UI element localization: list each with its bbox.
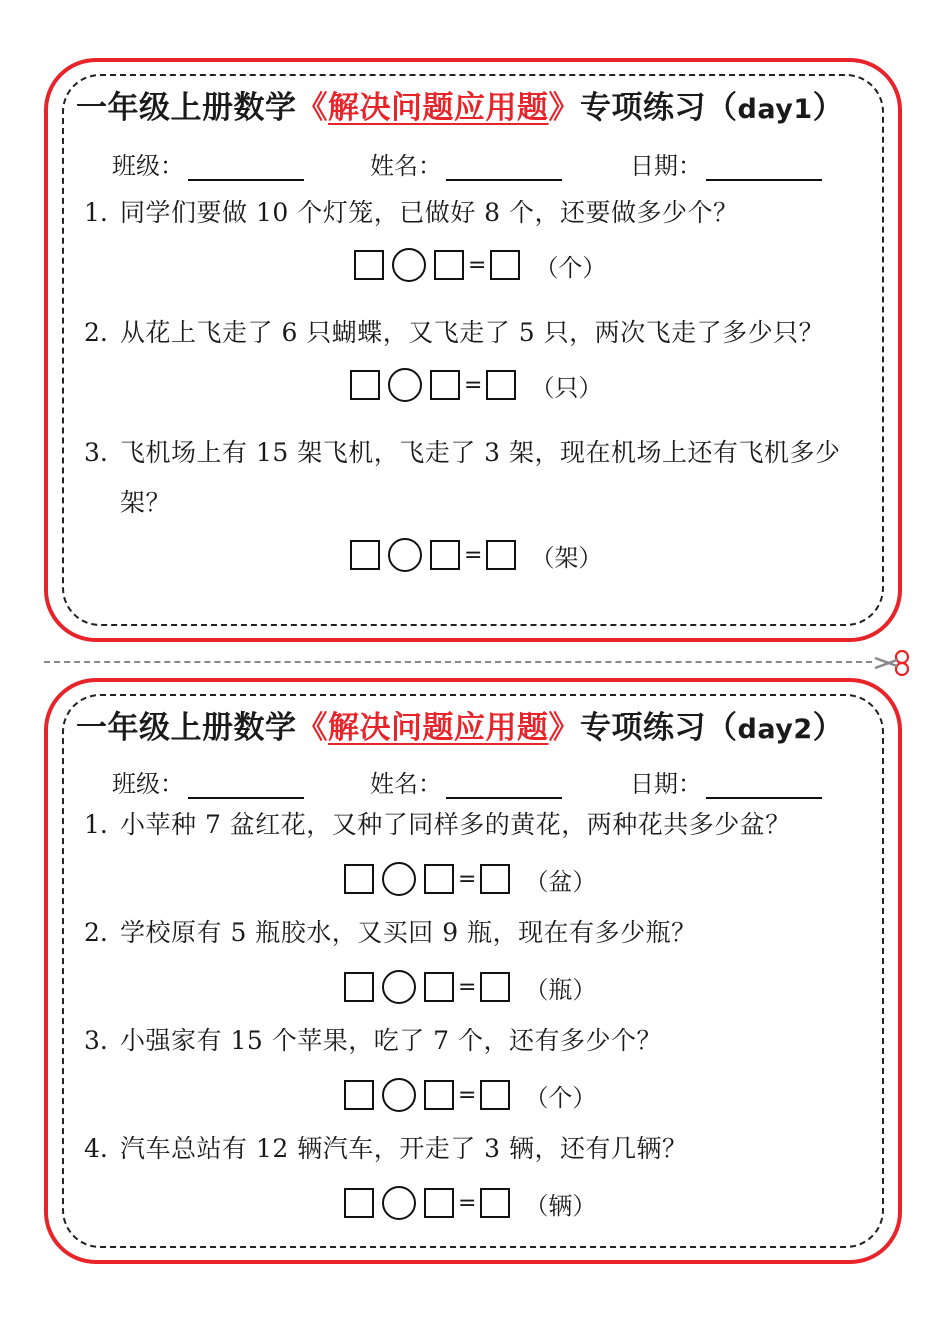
equals-sign: =: [458, 974, 477, 1000]
card-title: 一年级上册数学《解决问题应用题》专项练习（day1）: [76, 90, 845, 126]
answer-box[interactable]: [434, 250, 464, 280]
title-book-name: 《解决问题应用题》: [296, 710, 580, 746]
answer-box[interactable]: [344, 1080, 374, 1110]
date-label: 日期：: [630, 770, 702, 798]
answer-box[interactable]: [344, 1188, 374, 1218]
question-number: 1.: [84, 198, 108, 227]
answer-equation: [344, 1186, 596, 1220]
title-suffix: 专项练习: [580, 90, 706, 126]
answer-box[interactable]: [430, 370, 460, 400]
question-2: [84, 908, 884, 958]
unit-label: （架）: [530, 543, 603, 572]
question-2: [84, 308, 884, 358]
answer-equation: [354, 248, 606, 282]
date-label: 日期：: [630, 152, 702, 180]
question-text: 从花上飞走了 6 只蝴蝶，又飞走了 5 只，两次飞走了多少只？: [120, 318, 825, 347]
operator-circle[interactable]: [392, 248, 426, 282]
answer-box[interactable]: [424, 864, 454, 894]
equals-sign: =: [468, 252, 487, 278]
class-blank[interactable]: [188, 771, 304, 799]
class-label: 班级：: [112, 152, 184, 180]
question-text: 小强家有 15 个苹果，吃了 7 个，还有多少个？: [120, 1026, 663, 1055]
question-text: 同学们要做 10 个灯笼，已做好 8 个，还要做多少个？: [120, 198, 739, 227]
cut-line: [44, 661, 872, 663]
date-field[interactable]: [630, 764, 822, 799]
name-label: 姓名：: [370, 770, 442, 798]
result-box[interactable]: [480, 1080, 510, 1110]
answer-box[interactable]: [354, 250, 384, 280]
question-1: [84, 188, 884, 238]
class-label: 班级：: [112, 770, 184, 798]
operator-circle[interactable]: [382, 1078, 416, 1112]
worksheet-card-day2: [44, 678, 902, 1264]
answer-box[interactable]: [344, 972, 374, 1002]
result-box[interactable]: [480, 972, 510, 1002]
answer-box[interactable]: [350, 370, 380, 400]
result-box[interactable]: [486, 370, 516, 400]
class-blank[interactable]: [188, 153, 304, 181]
question-number: 3.: [84, 438, 108, 467]
answer-equation: [344, 970, 596, 1004]
worksheet-card-day1: [44, 58, 902, 642]
title-book-name: 《解决问题应用题》: [296, 90, 580, 126]
name-blank[interactable]: [446, 153, 562, 181]
question-number: 2.: [84, 918, 108, 947]
name-field[interactable]: [370, 146, 562, 181]
answer-equation: [344, 1078, 596, 1112]
result-box[interactable]: [490, 250, 520, 280]
answer-equation: [344, 862, 596, 896]
name-field[interactable]: [370, 764, 562, 799]
unit-label: （盆）: [524, 867, 597, 896]
operator-circle[interactable]: [382, 862, 416, 896]
scissors-icon: [872, 648, 912, 678]
answer-box[interactable]: [430, 540, 460, 570]
question-3: [84, 428, 884, 528]
unit-label: （辆）: [524, 1191, 597, 1220]
question-3: [84, 1016, 884, 1066]
question-number: 4.: [84, 1134, 108, 1163]
question-text: 小苹种 7 盆红花，又种了同样多的黄花，两种花共多少盆？: [120, 810, 791, 839]
unit-label: （个）: [524, 1083, 597, 1112]
title-day: day2: [737, 714, 813, 745]
equals-sign: =: [464, 372, 483, 398]
class-field[interactable]: [112, 146, 304, 181]
date-blank[interactable]: [706, 771, 822, 799]
title-day: day1: [737, 94, 813, 125]
answer-box[interactable]: [350, 540, 380, 570]
card-title: 一年级上册数学《解决问题应用题》专项练习（day2）: [76, 710, 845, 746]
question-text: 汽车总站有 12 辆汽车，开走了 3 辆，还有几辆？: [120, 1134, 688, 1163]
unit-label: （瓶）: [524, 975, 597, 1004]
operator-circle[interactable]: [388, 368, 422, 402]
answer-equation: [350, 368, 602, 402]
unit-label: （只）: [530, 373, 603, 402]
date-blank[interactable]: [706, 153, 822, 181]
title-prefix: 一年级上册数学: [76, 710, 297, 746]
result-box[interactable]: [486, 540, 516, 570]
question-1: [84, 800, 884, 850]
answer-box[interactable]: [424, 972, 454, 1002]
name-blank[interactable]: [446, 771, 562, 799]
answer-box[interactable]: [344, 864, 374, 894]
question-text: 学校原有 5 瓶胶水，又买回 9 瓶，现在有多少瓶？: [120, 918, 697, 947]
title-suffix: 专项练习: [580, 710, 706, 746]
question-number: 1.: [84, 810, 108, 839]
answer-box[interactable]: [424, 1080, 454, 1110]
result-box[interactable]: [480, 1188, 510, 1218]
question-4: [84, 1124, 884, 1174]
equals-sign: =: [458, 1082, 477, 1108]
result-box[interactable]: [480, 864, 510, 894]
answer-equation: [350, 538, 602, 572]
class-field[interactable]: [112, 764, 304, 799]
title-prefix: 一年级上册数学: [76, 90, 297, 126]
equals-sign: =: [458, 1190, 477, 1216]
question-number: 3.: [84, 1026, 108, 1055]
operator-circle[interactable]: [382, 1186, 416, 1220]
date-field[interactable]: [630, 146, 822, 181]
unit-label: （个）: [534, 253, 607, 282]
equals-sign: =: [458, 866, 477, 892]
question-text: 飞机场上有 15 架飞机，飞走了 3 架，现在机场上还有飞机多少架？: [120, 438, 841, 517]
operator-circle[interactable]: [382, 970, 416, 1004]
answer-box[interactable]: [424, 1188, 454, 1218]
equals-sign: =: [464, 542, 483, 568]
question-number: 2.: [84, 318, 108, 347]
operator-circle[interactable]: [388, 538, 422, 572]
name-label: 姓名：: [370, 152, 442, 180]
